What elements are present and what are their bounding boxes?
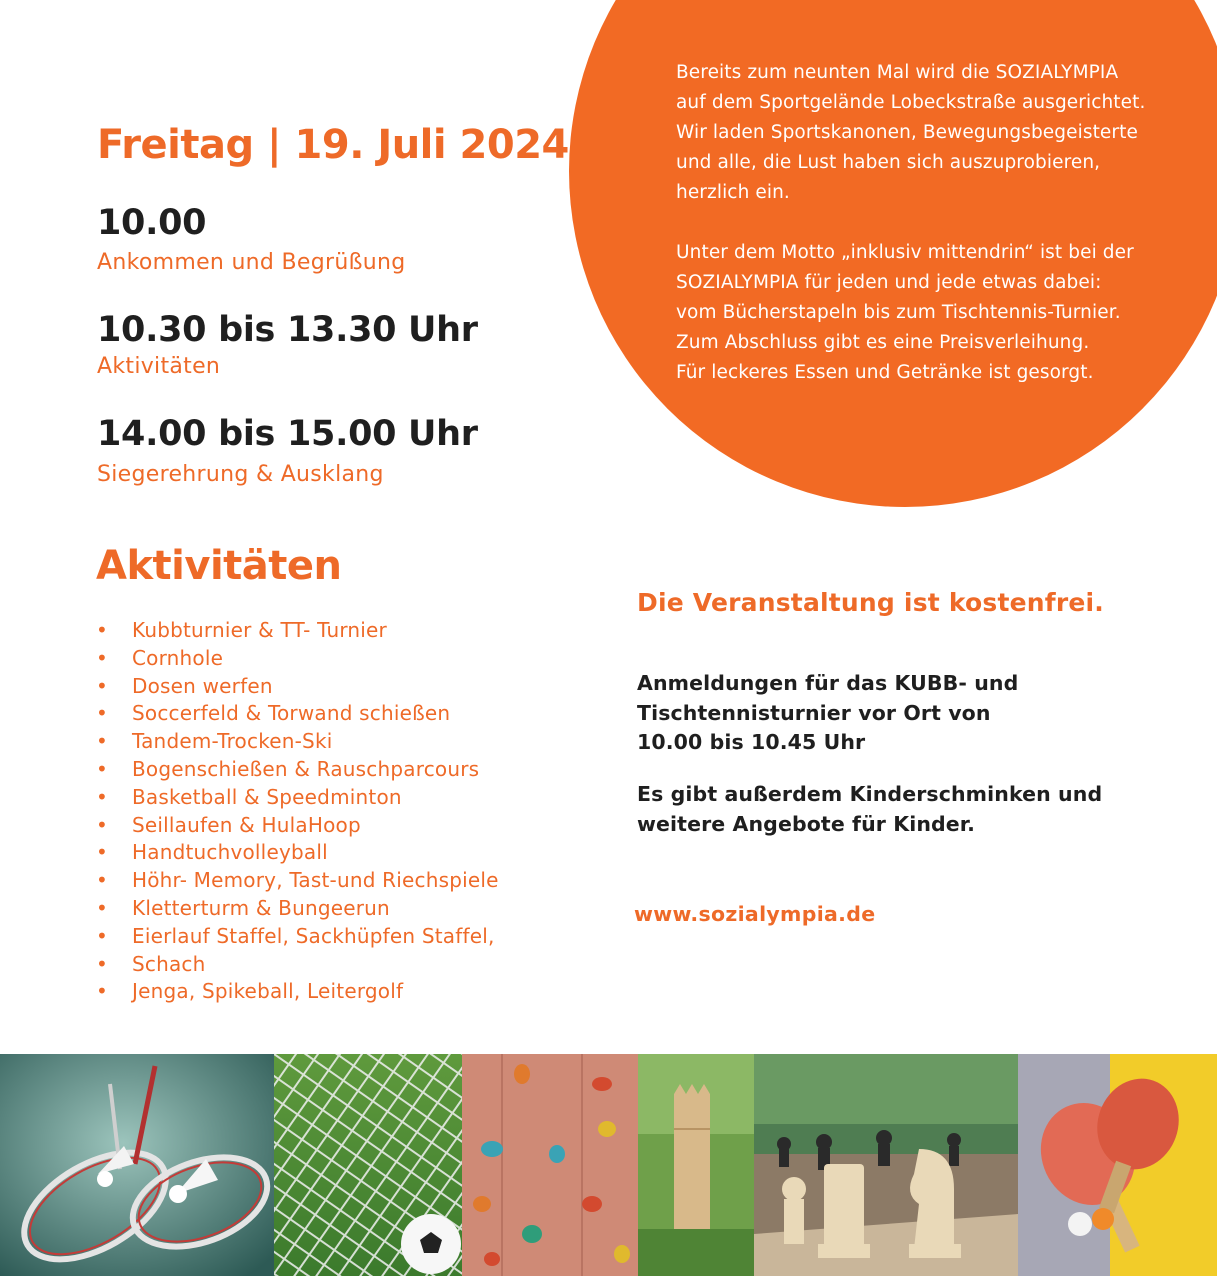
activity-item — [96, 728, 499, 756]
bullet-icon: • — [96, 618, 108, 642]
bullet-icon: • — [96, 784, 108, 809]
bullet-icon: • — [96, 951, 108, 976]
activities-heading: Aktivitäten — [96, 543, 342, 589]
schedule-label-2: Aktivitäten — [97, 354, 221, 379]
activity-label: Tandem-Trocken-Ski — [132, 729, 333, 754]
bullet-icon: • — [96, 645, 108, 670]
schedule-time-1: 10.00 — [97, 203, 207, 243]
activity-label: Seillaufen & HulaHoop — [132, 812, 361, 837]
activity-label: Handtuchvolleyball — [132, 840, 328, 865]
activity-label: Jenga, Spikeball, Leitergolf — [132, 979, 404, 1004]
activity-label: Cornhole — [132, 645, 224, 670]
activity-item — [96, 784, 499, 812]
bullet-icon: • — [96, 923, 108, 948]
activity-label: Eierlauf Staffel, Sackhüpfen Staffel, — [132, 923, 495, 948]
intro-text — [676, 58, 1196, 418]
bullet-icon: • — [96, 895, 108, 920]
activity-label: Soccerfeld & Torwand schießen — [132, 701, 451, 726]
event-date-heading: Freitag | 19. Juli 2024 — [97, 122, 569, 168]
activity-item — [96, 978, 499, 1006]
bullet-icon: • — [96, 868, 108, 893]
kids-info: Es gibt außerdem Kinderschminken und weitere Angebote für Kinder. — [637, 782, 1103, 836]
chess-photo — [754, 1054, 1018, 1276]
activity-label: Schach — [132, 951, 206, 976]
activity-item — [96, 839, 499, 867]
registration-info: Anmeldungen für das KUBB- und Tischtennisturnier vor Ort von 10.00 bis 10.45 Uhr — [637, 671, 1019, 754]
activity-item — [96, 645, 499, 673]
activity-item — [96, 700, 499, 728]
activity-label: Höhr- Memory, Tast-und Riechspiele — [132, 868, 499, 893]
website-link[interactable]: www.sozialympia.de — [634, 902, 876, 926]
activity-item — [96, 951, 499, 979]
activity-label: Kletterturm & Bungeerun — [132, 895, 390, 920]
activity-item — [96, 756, 499, 784]
bullet-icon: • — [96, 812, 108, 837]
schedule-label-1: Ankommen und Begrüßung — [97, 250, 406, 275]
activity-item — [96, 673, 499, 701]
activity-item — [96, 867, 499, 895]
activity-item — [96, 923, 499, 951]
photo-strip — [0, 1054, 1217, 1276]
schedule-time-3: 14.00 bis 15.00 Uhr — [97, 414, 478, 454]
activity-label: Kubbturnier & TT- Turnier — [132, 618, 387, 642]
activity-item — [96, 812, 499, 840]
bullet-icon: • — [96, 673, 108, 698]
soccer-goal-photo — [274, 1054, 462, 1276]
kubb-photo — [638, 1054, 754, 1276]
free-admission-note: Die Veranstaltung ist kostenfrei. — [637, 588, 1104, 617]
schedule-time-2: 10.30 bis 13.30 Uhr — [97, 310, 478, 350]
activity-label: Bogenschießen & Rauschparcours — [132, 756, 480, 781]
bullet-icon: • — [96, 840, 108, 865]
activities-list — [96, 617, 499, 1006]
bullet-icon: • — [96, 756, 108, 781]
badminton-photo — [0, 1054, 274, 1276]
schedule-label-3: Siegerehrung & Ausklang — [97, 462, 384, 487]
intro-paragraph-2: Unter dem Motto „inklusiv mittendrin“ ist bei der SOZIALYMPIA für jeden und jede etwas dabei: vom Bücherstapeln bis zum Tischtennis-Turnier. Zum Abschluss gibt es eine Preisverleihung. Für leckeres Essen und Getränke ist gesorgt. — [676, 242, 1134, 383]
table-tennis-photo — [1018, 1054, 1217, 1276]
activity-item — [96, 895, 499, 923]
activity-label: Dosen werfen — [132, 673, 273, 698]
bullet-icon: • — [96, 729, 108, 754]
activity-label: Basketball & Speedminton — [132, 784, 402, 809]
intro-paragraph-1: Bereits zum neunten Mal wird die SOZIALYMPIA auf dem Sportgelände Lobeckstraße ausgerichtet. Wir laden Sportskanonen, Bewegungsbegeisterte und alle, die Lust haben sich auszuprobieren, herzlich ein. — [676, 62, 1146, 203]
activity-item — [96, 617, 499, 645]
bullet-icon: • — [96, 979, 108, 1004]
bullet-icon: • — [96, 701, 108, 726]
climbing-wall-photo — [462, 1054, 638, 1276]
